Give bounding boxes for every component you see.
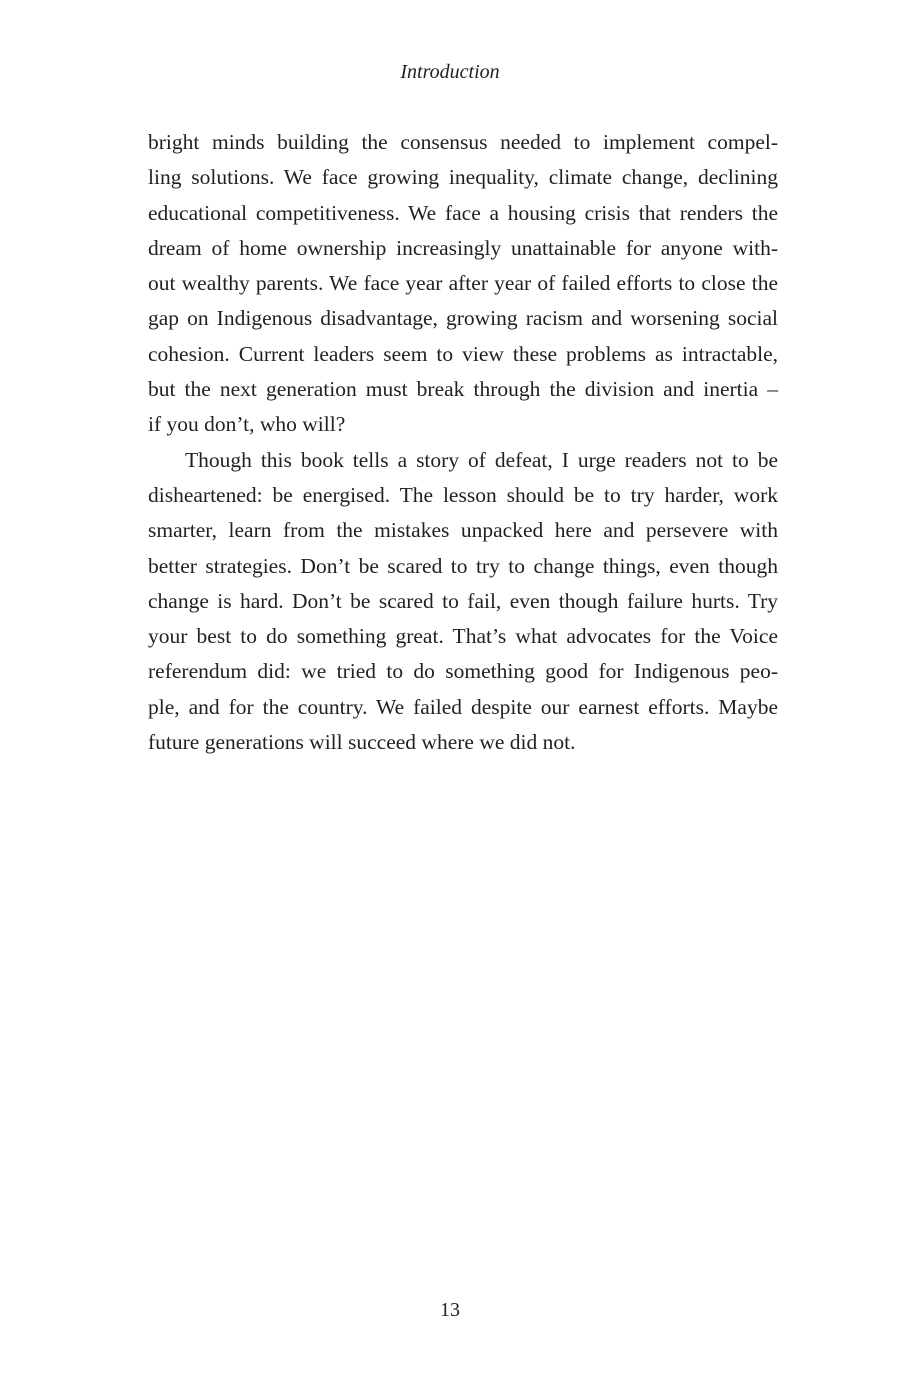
body-text: [148, 125, 778, 760]
text-line: gap on Indigenous disadvantage, growing racism and worsening social: [148, 306, 778, 331]
text-line: future generations will succeed where we did not.: [148, 730, 576, 755]
text-line: but the next generation must break through the division and inertia –: [148, 377, 778, 402]
text-line: bright minds building the consensus needed to implement compel-: [148, 130, 778, 154]
paragraph-2: [148, 443, 778, 761]
text-line: ling solutions. We face growing inequality, climate change, declining: [148, 165, 778, 190]
text-line: change is hard. Don’t be scared to fail, even though failure hurts. Try: [148, 588, 778, 613]
text-line: dream of home ownership increasingly unattainable for anyone with-: [148, 235, 778, 260]
running-head: Introduction: [400, 61, 500, 83]
text-line: better strategies. Don’t be scared to try to change things, even though: [148, 553, 778, 578]
text-line: out wealthy parents. We face year after year of failed efforts to close the: [148, 271, 778, 296]
text-line: educational competitiveness. We face a housing crisis that renders the: [148, 200, 778, 225]
text-line: smarter, learn from the mistakes unpacked here and persevere with: [148, 518, 778, 543]
text-line: ple, and for the country. We failed despite our earnest efforts. Maybe: [148, 694, 778, 719]
page-number: 13: [440, 1299, 460, 1321]
paragraph-1: [148, 125, 778, 443]
text-line: if you don’t, who will?: [148, 412, 346, 437]
text-line: referendum did: we tried to do something good for Indigenous peo-: [148, 659, 778, 684]
text-line: disheartened: be energised. The lesson should be to try harder, work: [148, 482, 778, 507]
text-line: cohesion. Current leaders seem to view these problems as intractable,: [148, 341, 778, 366]
text-line: your best to do something great. That’s what advocates for the Voice: [148, 624, 778, 649]
text-line: Though this book tells a story of defeat, I urge readers not to be: [185, 447, 778, 472]
